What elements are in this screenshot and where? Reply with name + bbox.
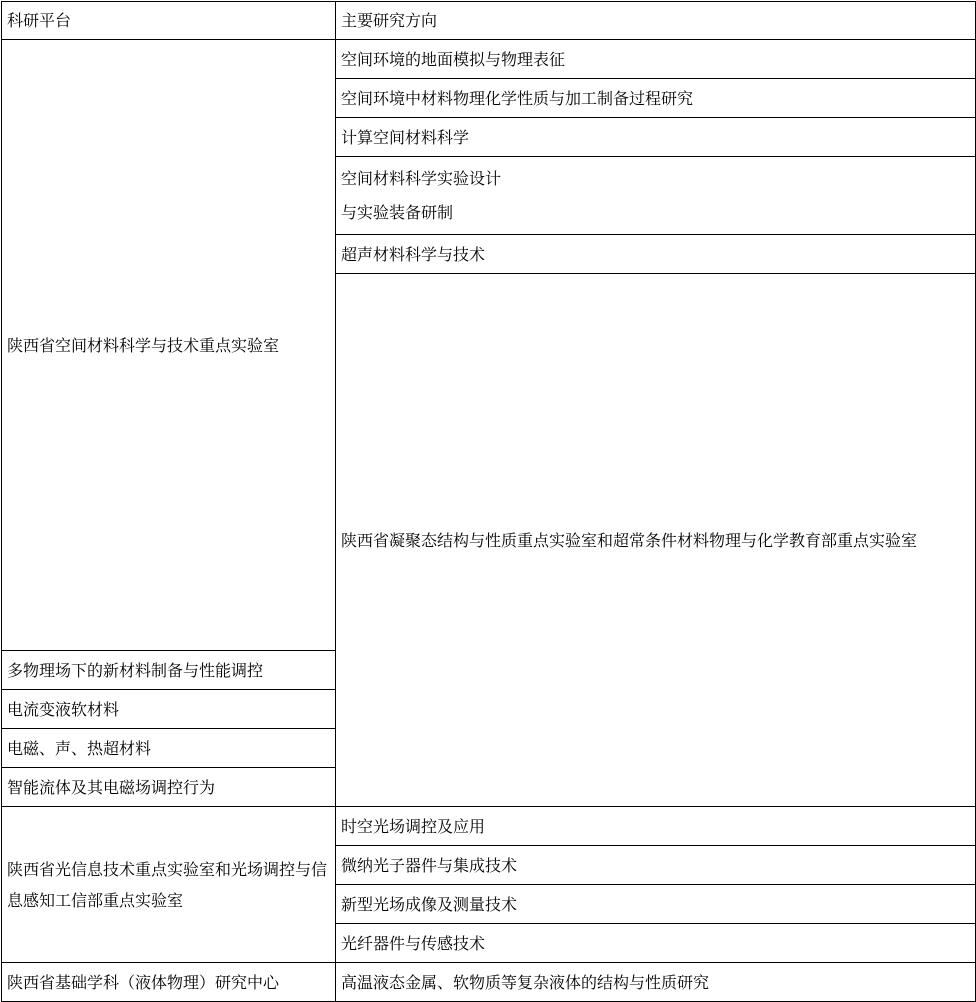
direction-text-line: 与实验装备研制 — [341, 202, 454, 222]
direction-cell: 空间环境中材料物理化学性质与加工制备过程研究 — [336, 79, 976, 118]
header-direction: 主要研究方向 — [336, 2, 976, 40]
research-platform-table — [1, 1, 976, 1002]
direction-cell: 电磁、声、热超材料 — [2, 729, 336, 768]
direction-cell: 电流变液软材料 — [2, 690, 336, 729]
direction-cell: 多物理场下的新材料制备与性能调控 — [2, 651, 336, 690]
direction-cell: 高温液态金属、软物质等复杂液体的结构与性质研究 — [336, 963, 976, 1002]
platform-cell — [2, 807, 336, 963]
direction-cell: 计算空间材料科学 — [336, 118, 976, 157]
table-row — [2, 807, 976, 846]
direction-cell — [336, 157, 976, 235]
direction-cell: 微纳光子器件与集成技术 — [336, 846, 976, 885]
platform-cell — [336, 274, 976, 807]
table-row — [2, 40, 976, 79]
direction-cell: 新型光场成像及测量技术 — [336, 885, 976, 924]
platform-name: 陕西省空间材料科学与技术重点实验室 — [7, 335, 280, 355]
direction-text-multiline — [341, 162, 971, 230]
platform-cell — [2, 40, 336, 651]
direction-text-line: 空间材料科学实验设计 — [341, 168, 502, 188]
platform-name: 陕西省基础学科（液体物理）研究中心 — [7, 972, 280, 992]
platform-name: 陕西省光信息技术重点实验室和光场调控与信息感知工信部重点实验室 — [7, 859, 328, 910]
direction-cell: 空间环境的地面模拟与物理表征 — [336, 40, 976, 79]
header-platform: 科研平台 — [2, 2, 336, 40]
platform-name: 陕西省凝聚态结构与性质重点实验室和超常条件材料物理与化学教育部重点实验室 — [341, 530, 918, 550]
table-row — [2, 963, 976, 1002]
platform-cell — [2, 963, 336, 1002]
table-header-row — [2, 2, 976, 40]
direction-cell: 超声材料科学与技术 — [336, 235, 976, 274]
direction-cell: 智能流体及其电磁场调控行为 — [2, 768, 336, 807]
direction-cell: 光纤器件与传感技术 — [336, 924, 976, 963]
direction-cell: 时空光场调控及应用 — [336, 807, 976, 846]
